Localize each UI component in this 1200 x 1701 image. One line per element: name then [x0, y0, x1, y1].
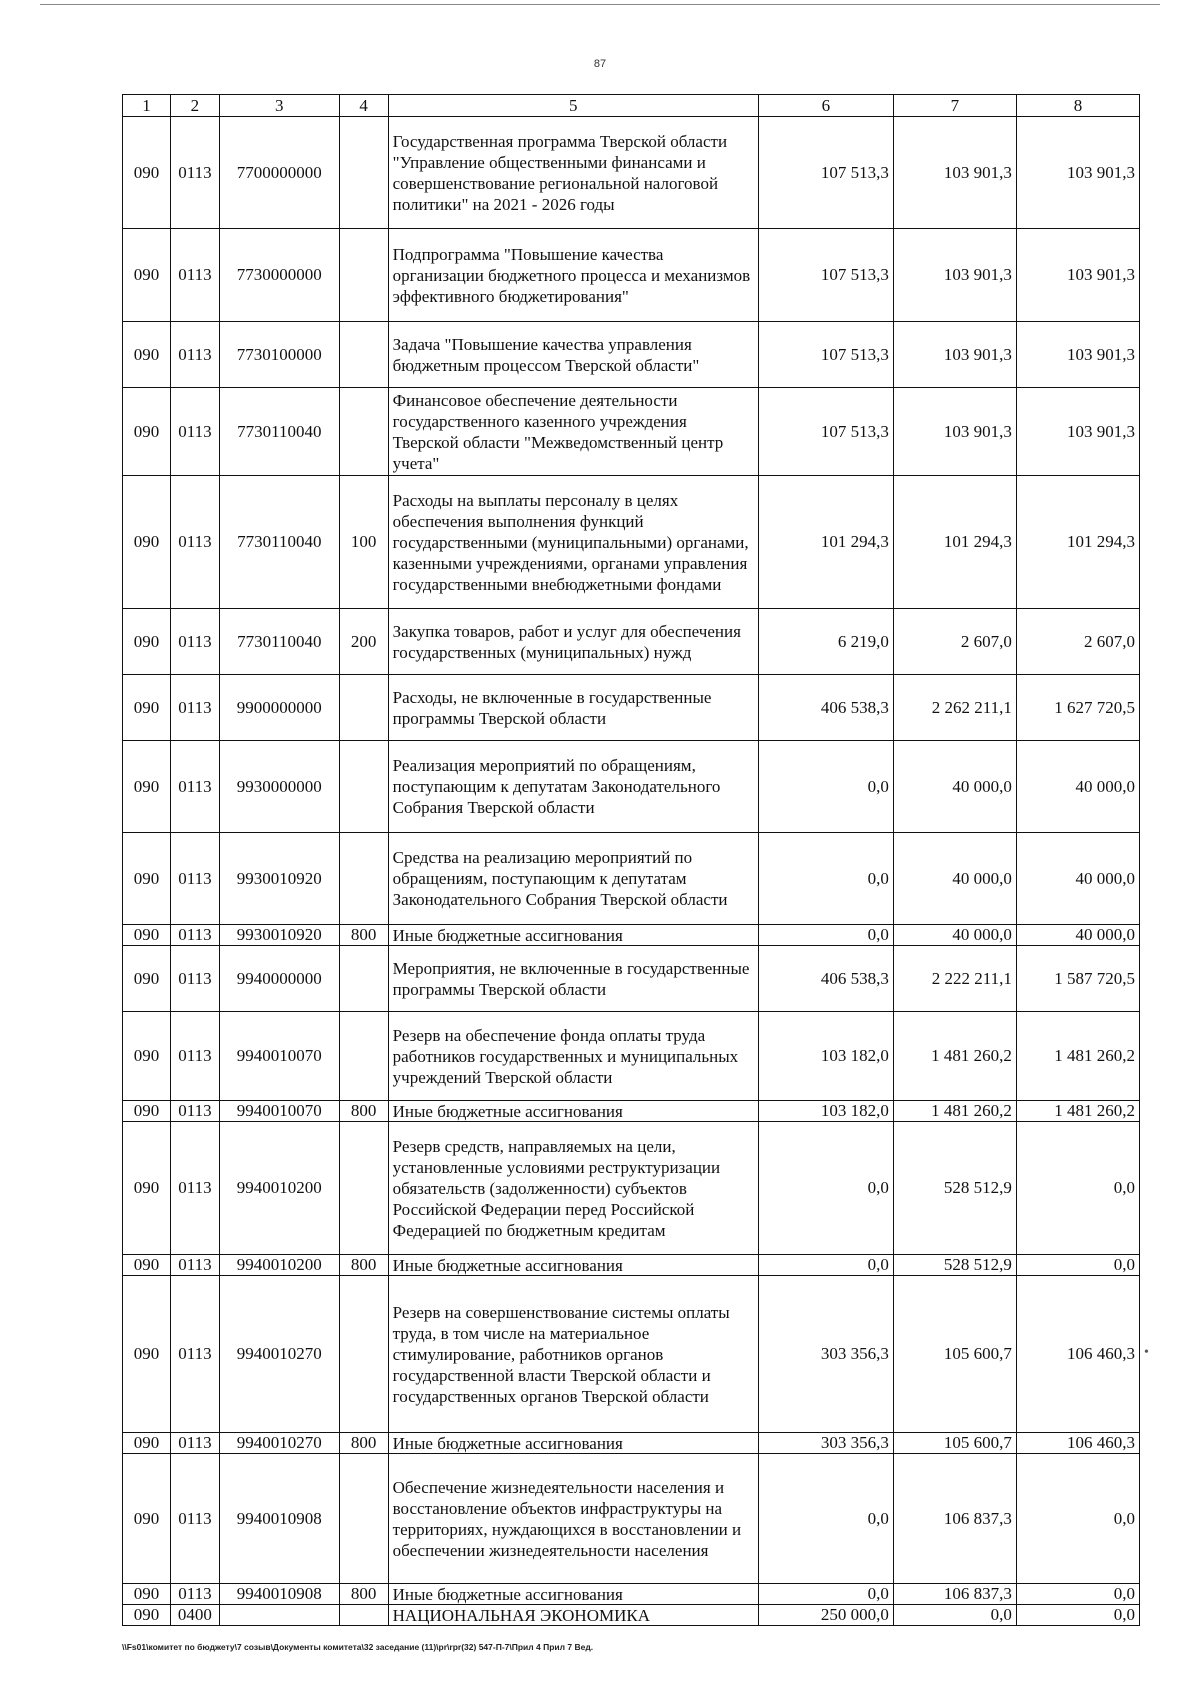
cell-target-code: 7730100000: [219, 322, 339, 388]
cell-amount-7: 1 481 260,2: [893, 1101, 1016, 1122]
cell-expense-type: [339, 117, 388, 229]
header-col-5: 5: [388, 95, 758, 117]
table-row: [123, 946, 1140, 1012]
cell-amount-6: 107 513,3: [758, 322, 893, 388]
cell-ministry: 090: [123, 1255, 171, 1276]
table-row: [123, 609, 1140, 675]
header-col-1: 1: [123, 95, 171, 117]
cell-amount-6: 406 538,3: [758, 675, 893, 741]
cell-section: 0113: [170, 833, 219, 925]
cell-expense-type: 800: [339, 925, 388, 946]
cell-section: 0113: [170, 946, 219, 1012]
cell-section: 0400: [170, 1605, 219, 1626]
cell-expense-type: [339, 1605, 388, 1626]
cell-target-code: 9940010270: [219, 1433, 339, 1454]
cell-amount-6: 0,0: [758, 833, 893, 925]
cell-amount-8: 2 607,0: [1016, 609, 1139, 675]
cell-expense-type: [339, 1012, 388, 1101]
cell-section: 0113: [170, 675, 219, 741]
header-col-4: 4: [339, 95, 388, 117]
cell-target-code: 9940010070: [219, 1012, 339, 1101]
cell-amount-7: 101 294,3: [893, 476, 1016, 609]
cell-amount-8: 0,0: [1016, 1605, 1139, 1626]
header-row: [123, 95, 1140, 117]
table-row: [123, 1101, 1140, 1122]
cell-target-code: 7730110040: [219, 476, 339, 609]
cell-description: Расходы, не включенные в государственные программы Тверской области: [388, 675, 758, 741]
cell-amount-8: 1 627 720,5: [1016, 675, 1139, 741]
cell-ministry: 090: [123, 946, 171, 1012]
cell-amount-6: 103 182,0: [758, 1101, 893, 1122]
cell-expense-type: [339, 1122, 388, 1255]
cell-expense-type: [339, 741, 388, 833]
cell-target-code: 9930000000: [219, 741, 339, 833]
cell-amount-8: 103 901,3: [1016, 229, 1139, 322]
table-row: [123, 229, 1140, 322]
cell-amount-7: 103 901,3: [893, 117, 1016, 229]
cell-amount-6: 0,0: [758, 1122, 893, 1255]
cell-section: 0113: [170, 229, 219, 322]
cell-amount-8: 1 587 720,5: [1016, 946, 1139, 1012]
cell-target-code: 7730110040: [219, 388, 339, 476]
table-row: [123, 1255, 1140, 1276]
cell-amount-6: 107 513,3: [758, 117, 893, 229]
cell-section: 0113: [170, 1122, 219, 1255]
cell-section: 0113: [170, 1101, 219, 1122]
cell-expense-type: 800: [339, 1584, 388, 1605]
cell-description: Обеспечение жизнедеятельности населения и восстановление объектов инфраструктуры на территориях, нуждающихся в восстановлении и обеспечении жизнедеятельности населения: [388, 1454, 758, 1584]
table-row: [123, 675, 1140, 741]
cell-description: Иные бюджетные ассигнования: [388, 925, 758, 946]
cell-section: 0113: [170, 925, 219, 946]
cell-ministry: 090: [123, 1122, 171, 1255]
scan-artifact: •: [1144, 1345, 1149, 1360]
cell-target-code: 7730000000: [219, 229, 339, 322]
table-row: [123, 1433, 1140, 1454]
cell-description: Иные бюджетные ассигнования: [388, 1255, 758, 1276]
cell-description: Расходы на выплаты персоналу в целях обеспечения выполнения функций государственными (муниципальными) органами, казенными учреждениями, органами управления государственными внебюджетными фондами: [388, 476, 758, 609]
cell-amount-7: 105 600,7: [893, 1276, 1016, 1433]
cell-target-code: 9940000000: [219, 946, 339, 1012]
cell-amount-6: 103 182,0: [758, 1012, 893, 1101]
cell-expense-type: [339, 1276, 388, 1433]
cell-amount-7: 40 000,0: [893, 741, 1016, 833]
header-col-7: 7: [893, 95, 1016, 117]
cell-section: 0113: [170, 1276, 219, 1433]
cell-description: НАЦИОНАЛЬНАЯ ЭКОНОМИКА: [388, 1605, 758, 1626]
cell-description: Средства на реализацию мероприятий по обращениям, поступающим к депутатам Законодательного Собрания Тверской области: [388, 833, 758, 925]
table-row: [123, 1454, 1140, 1584]
cell-amount-6: 0,0: [758, 741, 893, 833]
cell-expense-type: 800: [339, 1101, 388, 1122]
cell-description: Резерв на совершенствование системы оплаты труда, в том числе на материальное стимулирование, работников органов государственной власти Тверской области и государственных органов Тверской области: [388, 1276, 758, 1433]
cell-amount-8: 1 481 260,2: [1016, 1012, 1139, 1101]
cell-ministry: 090: [123, 1276, 171, 1433]
cell-amount-6: 303 356,3: [758, 1276, 893, 1433]
cell-target-code: 9940010270: [219, 1276, 339, 1433]
cell-section: 0113: [170, 741, 219, 833]
cell-amount-6: 303 356,3: [758, 1433, 893, 1454]
cell-amount-7: 2 222 211,1: [893, 946, 1016, 1012]
cell-amount-7: 0,0: [893, 1605, 1016, 1626]
cell-target-code: 7700000000: [219, 117, 339, 229]
table-row: [123, 1584, 1140, 1605]
cell-amount-6: 0,0: [758, 925, 893, 946]
cell-target-code: [219, 1605, 339, 1626]
table-row: [123, 1012, 1140, 1101]
cell-amount-7: 40 000,0: [893, 833, 1016, 925]
cell-expense-type: [339, 1454, 388, 1584]
cell-amount-6: 0,0: [758, 1454, 893, 1584]
cell-amount-8: 103 901,3: [1016, 322, 1139, 388]
cell-description: Финансовое обеспечение деятельности государственного казенного учреждения Тверской области "Межведомственный центр учета": [388, 388, 758, 476]
cell-amount-8: 106 460,3: [1016, 1276, 1139, 1433]
cell-expense-type: 800: [339, 1255, 388, 1276]
table-row: [123, 925, 1140, 946]
cell-amount-6: 107 513,3: [758, 388, 893, 476]
cell-target-code: 7730110040: [219, 609, 339, 675]
cell-expense-type: [339, 229, 388, 322]
table-row: [123, 1605, 1140, 1626]
cell-section: 0113: [170, 1255, 219, 1276]
cell-description: Подпрограмма "Повышение качества организации бюджетного процесса и механизмов эффективного бюджетирования": [388, 229, 758, 322]
table-row: [123, 1276, 1140, 1433]
table-row: [123, 1122, 1140, 1255]
cell-amount-6: 6 219,0: [758, 609, 893, 675]
cell-amount-8: 0,0: [1016, 1584, 1139, 1605]
cell-ministry: 090: [123, 1012, 171, 1101]
cell-amount-7: 40 000,0: [893, 925, 1016, 946]
cell-amount-8: 101 294,3: [1016, 476, 1139, 609]
cell-amount-8: 106 460,3: [1016, 1433, 1139, 1454]
cell-ministry: 090: [123, 925, 171, 946]
cell-amount-6: 0,0: [758, 1584, 893, 1605]
table-body: [123, 117, 1140, 1626]
header-col-6: 6: [758, 95, 893, 117]
cell-expense-type: [339, 675, 388, 741]
cell-amount-6: 406 538,3: [758, 946, 893, 1012]
cell-target-code: 9930010920: [219, 833, 339, 925]
cell-expense-type: [339, 388, 388, 476]
cell-amount-8: 0,0: [1016, 1122, 1139, 1255]
cell-amount-8: 40 000,0: [1016, 925, 1139, 946]
cell-ministry: 090: [123, 833, 171, 925]
cell-expense-type: 800: [339, 1433, 388, 1454]
table-row: [123, 833, 1140, 925]
cell-target-code: 9940010070: [219, 1101, 339, 1122]
cell-ministry: 090: [123, 1433, 171, 1454]
cell-amount-7: 528 512,9: [893, 1122, 1016, 1255]
cell-target-code: 9940010908: [219, 1454, 339, 1584]
cell-expense-type: [339, 322, 388, 388]
top-rule: [40, 4, 1160, 5]
cell-ministry: 090: [123, 117, 171, 229]
cell-ministry: 090: [123, 229, 171, 322]
cell-ministry: 090: [123, 1101, 171, 1122]
cell-amount-8: 0,0: [1016, 1454, 1139, 1584]
cell-amount-6: 250 000,0: [758, 1605, 893, 1626]
cell-amount-7: 528 512,9: [893, 1255, 1016, 1276]
cell-ministry: 090: [123, 741, 171, 833]
cell-section: 0113: [170, 609, 219, 675]
table-row: [123, 117, 1140, 229]
footer-file-path: \\Fs01\комитет по бюджету\7 созыв\Документы комитета\32 заседание (11)\pr\rpr(32) 547-П-7\Прил 4 Прил 7 Вед.: [122, 1642, 594, 1652]
cell-description: Закупка товаров, работ и услуг для обеспечения государственных (муниципальных) нужд: [388, 609, 758, 675]
cell-ministry: 090: [123, 476, 171, 609]
cell-amount-7: 106 837,3: [893, 1584, 1016, 1605]
cell-section: 0113: [170, 322, 219, 388]
cell-amount-7: 2 607,0: [893, 609, 1016, 675]
cell-description: Реализация мероприятий по обращениям, поступающим к депутатам Законодательного Собрания Тверской области: [388, 741, 758, 833]
cell-amount-7: 106 837,3: [893, 1454, 1016, 1584]
page-number: 87: [593, 58, 607, 70]
cell-description: Государственная программа Тверской области "Управление общественными финансами и совершенствование региональной налоговой политики" на 2021 - 2026 годы: [388, 117, 758, 229]
cell-amount-7: 103 901,3: [893, 388, 1016, 476]
cell-expense-type: [339, 833, 388, 925]
header-col-8: 8: [1016, 95, 1139, 117]
cell-description: Иные бюджетные ассигнования: [388, 1101, 758, 1122]
cell-amount-7: 2 262 211,1: [893, 675, 1016, 741]
cell-description: Мероприятия, не включенные в государственные программы Тверской области: [388, 946, 758, 1012]
table-row: [123, 741, 1140, 833]
cell-amount-6: 101 294,3: [758, 476, 893, 609]
cell-target-code: 9940010908: [219, 1584, 339, 1605]
header-col-2: 2: [170, 95, 219, 117]
cell-amount-8: 40 000,0: [1016, 833, 1139, 925]
cell-description: Задача "Повышение качества управления бюджетным процессом Тверской области": [388, 322, 758, 388]
cell-amount-6: 0,0: [758, 1255, 893, 1276]
cell-description: Иные бюджетные ассигнования: [388, 1433, 758, 1454]
cell-description: Резерв на обеспечение фонда оплаты труда работников государственных и муниципальных учреждений Тверской области: [388, 1012, 758, 1101]
cell-section: 0113: [170, 1433, 219, 1454]
cell-amount-7: 105 600,7: [893, 1433, 1016, 1454]
cell-amount-7: 1 481 260,2: [893, 1012, 1016, 1101]
cell-target-code: 9940010200: [219, 1255, 339, 1276]
cell-amount-7: 103 901,3: [893, 229, 1016, 322]
cell-amount-8: 40 000,0: [1016, 741, 1139, 833]
cell-amount-7: 103 901,3: [893, 322, 1016, 388]
cell-amount-8: 1 481 260,2: [1016, 1101, 1139, 1122]
cell-ministry: 090: [123, 675, 171, 741]
cell-ministry: 090: [123, 1605, 171, 1626]
cell-ministry: 090: [123, 1584, 171, 1605]
cell-ministry: 090: [123, 609, 171, 675]
cell-section: 0113: [170, 1012, 219, 1101]
cell-target-code: 9930010920: [219, 925, 339, 946]
header-col-3: 3: [219, 95, 339, 117]
cell-amount-8: 0,0: [1016, 1255, 1139, 1276]
cell-amount-8: 103 901,3: [1016, 388, 1139, 476]
cell-ministry: 090: [123, 388, 171, 476]
cell-amount-6: 107 513,3: [758, 229, 893, 322]
cell-expense-type: 100: [339, 476, 388, 609]
cell-section: 0113: [170, 117, 219, 229]
cell-ministry: 090: [123, 1454, 171, 1584]
cell-section: 0113: [170, 1584, 219, 1605]
budget-table: [122, 94, 1140, 1626]
table-row: [123, 322, 1140, 388]
cell-description: Резерв средств, направляемых на цели, установленные условиями реструктуризации обязательств (задолженности) субъектов Российской Федерации перед Российской Федерацией по бюджетным кредитам: [388, 1122, 758, 1255]
cell-expense-type: [339, 946, 388, 1012]
cell-description: Иные бюджетные ассигнования: [388, 1584, 758, 1605]
table-row: [123, 476, 1140, 609]
table-row: [123, 388, 1140, 476]
cell-target-code: 9940010200: [219, 1122, 339, 1255]
cell-section: 0113: [170, 388, 219, 476]
cell-ministry: 090: [123, 322, 171, 388]
cell-section: 0113: [170, 476, 219, 609]
cell-section: 0113: [170, 1454, 219, 1584]
cell-expense-type: 200: [339, 609, 388, 675]
cell-amount-8: 103 901,3: [1016, 117, 1139, 229]
cell-target-code: 9900000000: [219, 675, 339, 741]
